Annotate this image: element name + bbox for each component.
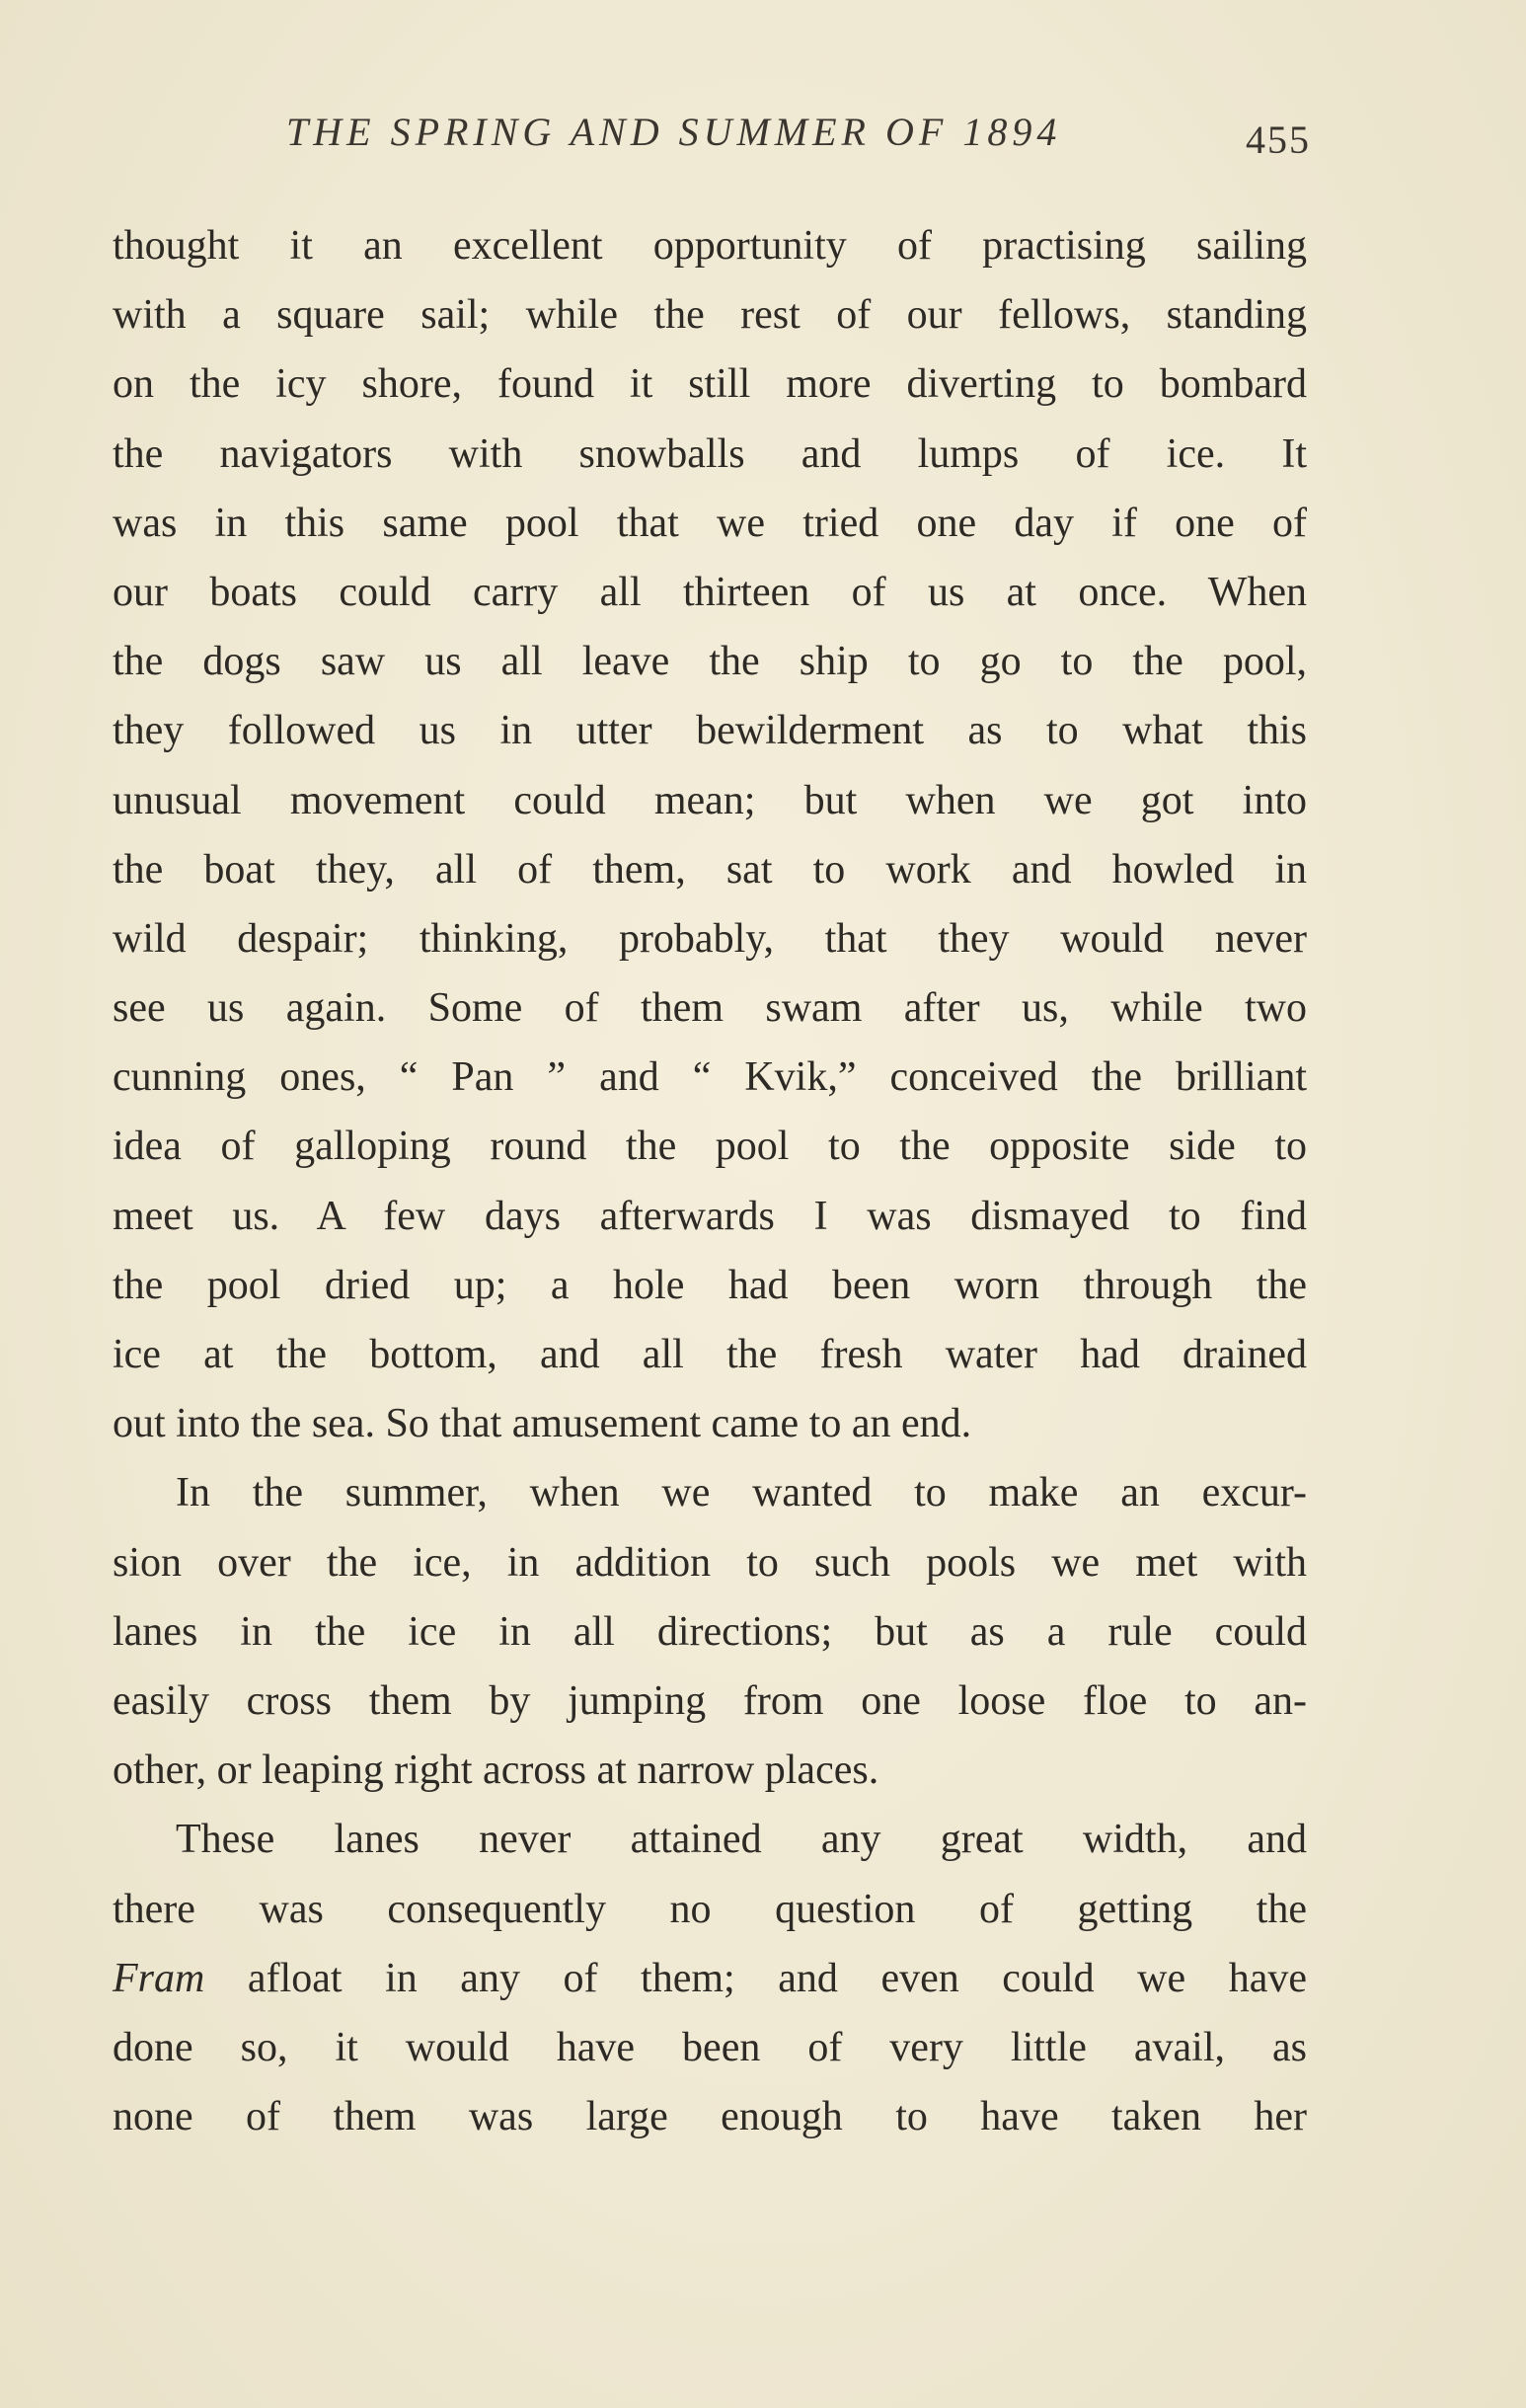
text-line: done so, it would have been of very little avail, as: [113, 2024, 1307, 2070]
text-line: with a square sail; while the rest of our fellows, standing: [113, 292, 1307, 339]
text-line: wild despair; thinking, probably, that they would never: [113, 915, 1307, 962]
text-line: our boats could carry all thirteen of us at once. When: [113, 569, 1307, 615]
running-head-title: THE SPRING AND SUMMER OF 1894: [286, 110, 1062, 154]
text-line-paragraph-start: In the summer, when we wanted to make an excur-: [176, 1470, 1307, 1516]
page-number: 455: [1246, 117, 1311, 162]
ship-name: Fram: [113, 1955, 205, 2001]
text-line: unusual movement could mean; but when we got into: [113, 777, 1307, 823]
text-line-with-ship-name: [113, 1944, 1307, 2013]
text-line: thought it an excellent opportunity of practising sailing: [113, 223, 1307, 269]
text-line: the dogs saw us all leave the ship to go to the pool,: [113, 639, 1307, 685]
text-line: sion over the ice, in addition to such pools we met with: [113, 1539, 1307, 1586]
text-line: the navigators with snowballs and lumps of ice. It: [113, 430, 1307, 477]
body-text: [113, 211, 1307, 2151]
text-line: on the icy shore, found it still more diverting to bombard: [113, 361, 1307, 408]
text-line-paragraph-end: out into the sea. So that amusement came to an end.: [113, 1401, 972, 1447]
text-line: easily cross them by jumping from one loose floe to an-: [113, 1677, 1307, 1724]
text-line: ice at the bottom, and all the fresh water had drained: [113, 1332, 1307, 1377]
text-line: the boat they, all of them, sat to work and howled in: [113, 846, 1307, 893]
text-line: they followed us in utter bewilderment as to what this: [113, 708, 1307, 754]
text-line: meet us. A few days afterwards I was dismayed to find: [113, 1193, 1307, 1239]
text-line-paragraph-end: other, or leaping right across at narrow places.: [113, 1748, 879, 1794]
text-line: was in this same pool that we tried one day if one of: [113, 500, 1307, 546]
text-line: lanes in the ice in all directions; but as a rule could: [113, 1608, 1307, 1655]
text-line: cunning ones, “ Pan ” and “ Kvik,” conceived the brilliant: [113, 1054, 1307, 1101]
text-line: none of them was large enough to have taken her: [113, 2094, 1307, 2140]
text-line: idea of galloping round the pool to the opposite side to: [113, 1124, 1307, 1170]
text-line: the pool dried up; a hole had been worn through the: [113, 1262, 1307, 1308]
text-line: there was consequently no question of getting the: [113, 1886, 1307, 1932]
text-line-rest: afloat in any of them; and even could we have: [247, 1955, 1307, 2001]
text-line-paragraph-start: These lanes never attained any great width, and: [176, 1817, 1307, 1863]
text-line: see us again. Some of them swam after us, while two: [113, 985, 1307, 1032]
